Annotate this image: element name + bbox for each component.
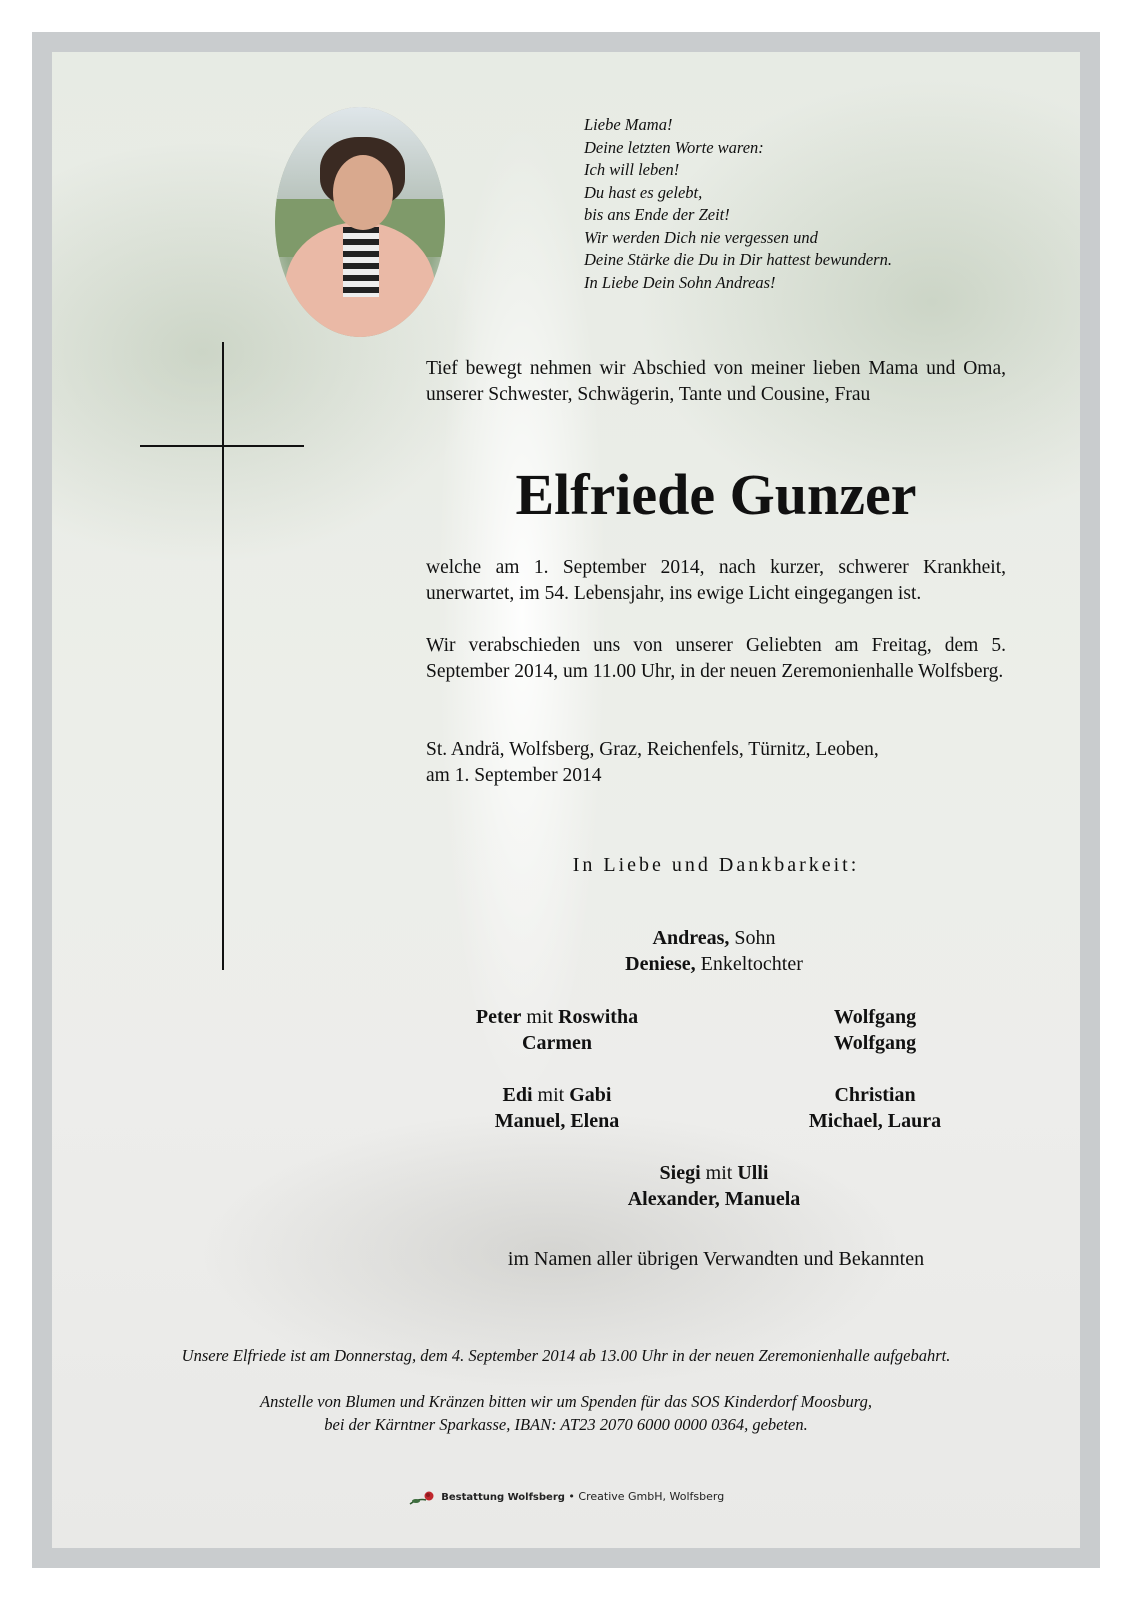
family-name: Wolfgang xyxy=(833,1006,917,1028)
family-name: Carmen xyxy=(522,1032,592,1054)
family-name: Wolfgang xyxy=(833,1032,917,1054)
date-line: am 1. September 2014 xyxy=(426,765,602,786)
family-name: Andreas, xyxy=(652,927,730,949)
family-group-children xyxy=(464,925,964,977)
family-name: Edi xyxy=(502,1084,533,1106)
poem-line: Liebe Mama! xyxy=(584,115,673,134)
family-role: Enkeltochter xyxy=(700,953,803,975)
donation-line: bei der Kärntner Sparkasse, IBAN: AT23 2070 6000 0000 0364, gebeten. xyxy=(324,1415,808,1434)
poem-line: Deine letzten Worte waren: xyxy=(584,137,764,157)
family-connector: mit xyxy=(705,1162,733,1184)
family-group-peter xyxy=(442,1004,672,1056)
family-connector: mit xyxy=(537,1084,565,1106)
poem-line: Ich will leben! xyxy=(584,160,680,179)
family-group-wolfgang xyxy=(760,1004,990,1056)
donation-line: Anstelle von Blumen und Kränzen bitten wir um Spenden für das SOS Kinderdorf Moosburg, xyxy=(260,1392,872,1411)
poem-line: Du hast es gelebt, xyxy=(584,182,703,202)
family-name: Roswitha xyxy=(558,1006,639,1028)
family-name: Christian xyxy=(834,1084,916,1106)
footer xyxy=(52,1488,1080,1506)
viewing-note: Unsere Elfriede ist am Donnerstag, dem 4. September 2014 ab 13.00 Uhr in der neuen Zeremonienhalle aufgebahrt. xyxy=(181,1346,951,1365)
footer-brand: Bestattung Wolfsberg xyxy=(441,1492,565,1503)
portrait-photo xyxy=(275,107,445,337)
poem-line: In Liebe Dein Sohn Andreas! xyxy=(584,272,776,292)
poem xyxy=(584,114,892,294)
family-name: Manuel, Elena xyxy=(494,1110,620,1132)
family-name: Siegi xyxy=(659,1162,701,1184)
family-group-siegi xyxy=(514,1160,914,1212)
funeral-text: Wir verabschieden uns von unserer Geliebten am Freitag, dem 5. September 2014, um 11.00 Uhr, in der neuen Zeremonienhalle Wolfsberg. xyxy=(426,635,1006,682)
closing-line: im Namen aller übrigen Verwandten und Bekannten xyxy=(507,1248,925,1270)
cross-icon-bar xyxy=(140,445,304,447)
places-line: St. Andrä, Wolfsberg, Graz, Reichenfels, Türnitz, Leoben, xyxy=(426,739,879,760)
family-name: Peter xyxy=(475,1006,522,1028)
places-date xyxy=(426,737,1006,789)
intro-text: Tief bewegt nehmen wir Abschied von meiner lieben Mama und Oma, unserer Schwester, Schwägerin, Tante und Cousine, Frau xyxy=(426,358,1006,405)
deceased-name: Elfriede Gunzer xyxy=(515,462,917,527)
family-connector: mit xyxy=(526,1006,554,1028)
donation-note xyxy=(52,1390,1080,1436)
rose-logo-icon xyxy=(408,1488,438,1506)
cross-icon xyxy=(222,342,224,970)
family-group-edi xyxy=(442,1082,672,1134)
obituary-sheet xyxy=(52,52,1080,1548)
death-text: welche am 1. September 2014, nach kurzer, schwerer Krankheit, unerwartet, im 54. Lebensjahr, ins ewige Licht eingegangen ist. xyxy=(426,557,1006,604)
poem-line: Wir werden Dich nie vergessen und xyxy=(584,227,818,247)
family-name: Deniese, xyxy=(625,953,696,975)
poem-line: bis ans Ende der Zeit! xyxy=(584,205,730,224)
poem-line: Deine Stärke die Du in Dir hattest bewundern. xyxy=(584,250,892,269)
dankbarkeit-heading: In Liebe und Dankbarkeit: xyxy=(572,854,860,876)
family-name: Gabi xyxy=(569,1084,612,1106)
footer-company: • Creative GmbH, Wolfsberg xyxy=(568,1490,725,1503)
family-group-christian xyxy=(760,1082,990,1134)
family-role: Sohn xyxy=(734,927,776,949)
family-name: Michael, Laura xyxy=(808,1110,942,1132)
family-name: Alexander, Manuela xyxy=(627,1188,801,1210)
family-name: Ulli xyxy=(737,1162,769,1184)
